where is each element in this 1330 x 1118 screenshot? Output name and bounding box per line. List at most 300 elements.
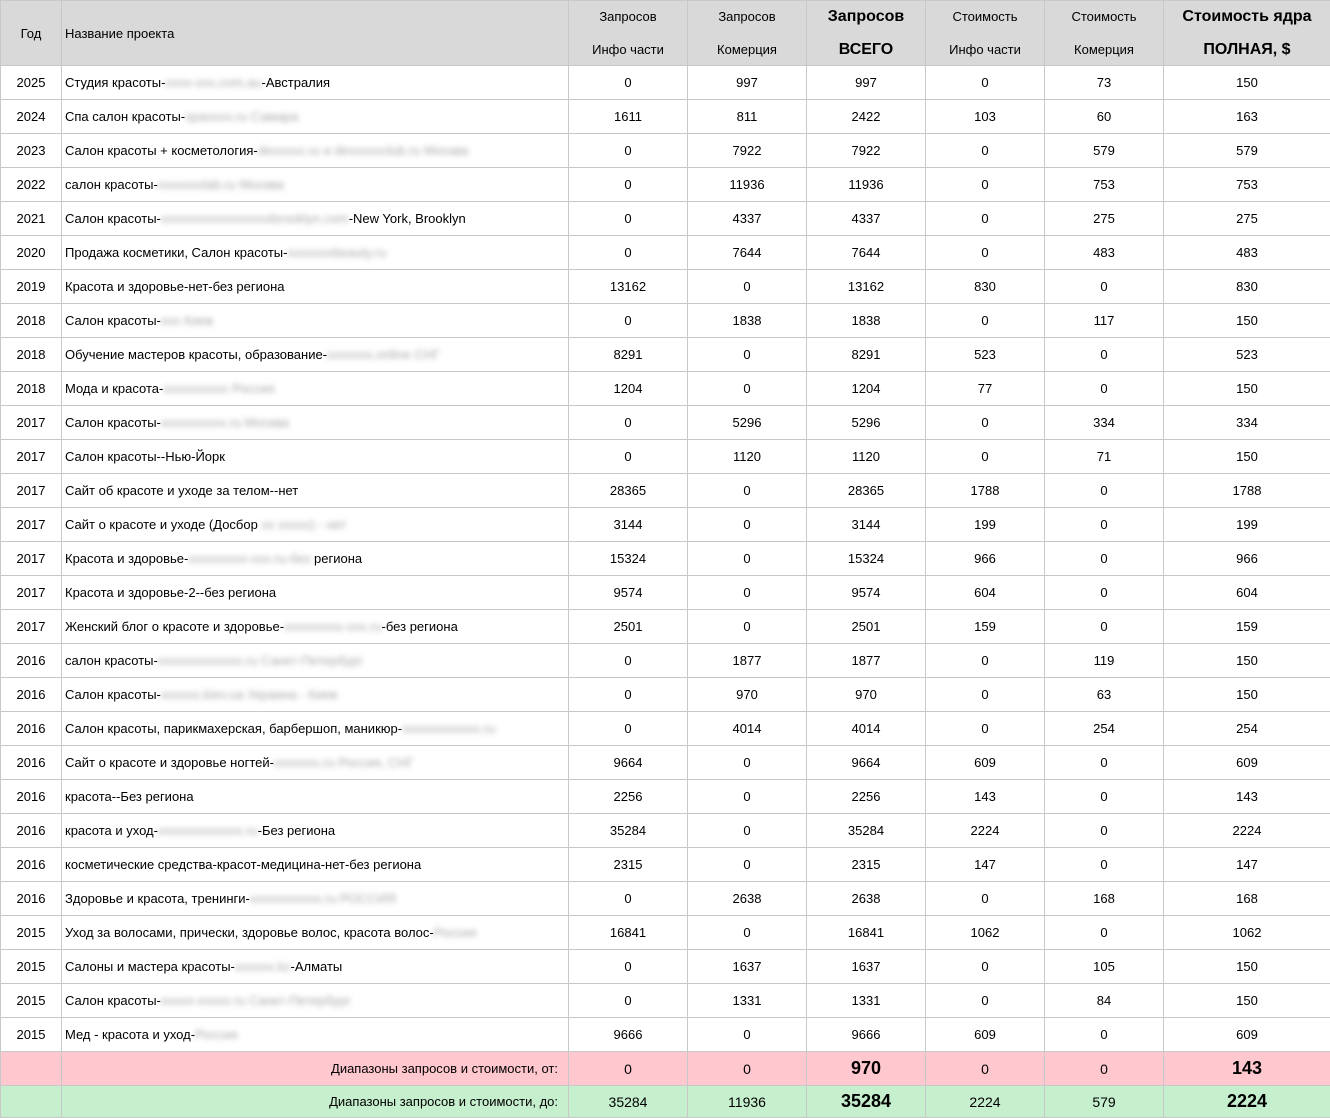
cell-info-cost: 609 [926,746,1045,780]
col-full-cost-header: Стоимость ядра ПОЛНАЯ, $ [1164,1,1330,66]
cell-total-req: 2256 [807,780,926,814]
project-name: Салон красоты- [65,993,161,1008]
cell-comm-req: 5296 [688,406,807,440]
redacted-domain: xxxxxxxxxxxxxxxxxbrooklyn.com [160,211,349,226]
cell-total-req: 2315 [807,848,926,882]
cell-total-req: 8291 [807,338,926,372]
cell-info-req: 2256 [569,780,688,814]
project-name: Женский блог о красоте и здоровье- [65,619,285,634]
project-name: красота и уход- [65,823,158,838]
cell-comm-req: 0 [688,372,807,406]
cell-info-cost: 523 [926,338,1045,372]
cell-total-req: 2422 [807,100,926,134]
cell-comm-cost: 0 [1045,576,1164,610]
cell-info-cost: 0 [926,236,1045,270]
cell-comm-req: 0 [688,848,807,882]
project-name: Уход за волосами, прически, здоровье волос, красота волос- [65,925,434,940]
cell-comm-cost: 0 [1045,746,1164,780]
cell-info-req: 2501 [569,610,688,644]
cell-comm-cost: 73 [1045,66,1164,100]
cell-name [62,508,569,542]
cell-full-cost: 1062 [1164,916,1330,950]
summary-body [1,1052,1330,1118]
project-name: косметические средства-красот-медицина-нет-без региона [65,857,422,872]
cell-year: 2016 [1,712,62,746]
project-region: -Без региона [257,823,336,838]
cell-total-req: 28365 [807,474,926,508]
cell-year: 2016 [1,814,62,848]
cell-name [62,882,569,916]
cell-comm-req: 997 [688,66,807,100]
cell-comm-cost: 0 [1045,848,1164,882]
table-row [1,814,1330,848]
cell-info-req: 15324 [569,542,688,576]
cell-full-cost: 609 [1164,1018,1330,1052]
table-row [1,916,1330,950]
project-region: -Австралия [261,75,331,90]
cell-full-cost: 150 [1164,372,1330,406]
table-row [1,882,1330,916]
cell-info-cost: 0 [926,304,1045,338]
cell-info-req: 0 [569,882,688,916]
cell-info-req: 0 [569,304,688,338]
cell-info-req: 0 [569,678,688,712]
redacted-domain: xxxxxxxxxx Россия [163,381,275,396]
cell-year: 2016 [1,678,62,712]
cell-full-cost: 150 [1164,984,1330,1018]
table-row [1,406,1330,440]
cell-info-req: 0 [569,202,688,236]
cell-year: 2016 [1,644,62,678]
cell-comm-cost: 0 [1045,474,1164,508]
redacted-domain: xxxxxxxxxxx.ru РОССИЯ [249,891,397,906]
redacted-domain: xxx Киев [160,313,213,328]
cell-full-cost: 159 [1164,610,1330,644]
cell-full-cost: 2224 [1164,814,1330,848]
cell-info-cost: 0 [926,882,1045,916]
cell-total-req: 9666 [807,1018,926,1052]
cell-year: 2017 [1,406,62,440]
col-info-cost-header: Стоимость Инфо части [926,1,1045,66]
cell-full-cost: 523 [1164,338,1330,372]
project-name: Сайт о красоте и здоровье ногтей- [65,755,274,770]
cell-year: 2017 [1,542,62,576]
cell-full-cost: 753 [1164,168,1330,202]
redacted-domain: xxxxxxxxxxxxx.ru [157,823,258,838]
redacted-domain: xxxxxxxxx-xxx.ru [284,619,382,634]
cell-comm-req: 0 [688,610,807,644]
cell-name [62,576,569,610]
table-row [1,100,1330,134]
project-name: Салон красоты--Нью-Йорк [65,449,225,464]
cell-info-cost: 159 [926,610,1045,644]
cell-total-req: 997 [807,66,926,100]
cell-comm-cost: 254 [1045,712,1164,746]
project-name: красота--Без региона [65,789,194,804]
cell-full-cost: 579 [1164,134,1330,168]
cell-info-req: 0 [569,712,688,746]
cell-year: 2025 [1,66,62,100]
summary-from-comm-req: 0 [688,1052,807,1086]
redacted-domain: Россия [433,925,477,940]
cell-comm-cost: 579 [1045,134,1164,168]
cell-comm-req: 2638 [688,882,807,916]
cell-name [62,100,569,134]
cell-total-req: 11936 [807,168,926,202]
cell-total-req: 13162 [807,270,926,304]
cell-year: 2023 [1,134,62,168]
cell-name [62,848,569,882]
cell-year: 2018 [1,338,62,372]
cell-info-cost: 103 [926,100,1045,134]
cell-comm-req: 0 [688,474,807,508]
cell-total-req: 970 [807,678,926,712]
cell-full-cost: 150 [1164,66,1330,100]
cell-comm-cost: 483 [1045,236,1164,270]
table-body [1,66,1330,1052]
cell-info-req: 1204 [569,372,688,406]
cell-full-cost: 483 [1164,236,1330,270]
cell-info-cost: 2224 [926,814,1045,848]
cell-year: 2020 [1,236,62,270]
cell-total-req: 1331 [807,984,926,1018]
cell-info-cost: 0 [926,134,1045,168]
cell-comm-req: 0 [688,576,807,610]
cell-total-req: 16841 [807,916,926,950]
table-row [1,984,1330,1018]
project-name: Салон красоты- [65,415,161,430]
cell-name [62,236,569,270]
cell-year: 2016 [1,780,62,814]
redacted-domain: dexxxxx.ru и dexxxxxclub.ru Москва [257,143,469,158]
cell-info-cost: 0 [926,678,1045,712]
table-row [1,508,1330,542]
table-row [1,304,1330,338]
cell-comm-cost: 117 [1045,304,1164,338]
cell-full-cost: 604 [1164,576,1330,610]
table-row [1,950,1330,984]
cell-name [62,270,569,304]
cell-info-req: 0 [569,406,688,440]
cell-year: 2015 [1,1018,62,1052]
cell-total-req: 9664 [807,746,926,780]
cell-name [62,66,569,100]
table-row [1,542,1330,576]
cell-comm-req: 1120 [688,440,807,474]
redacted-domain: xxxxxxxlab.ru Москва [157,177,284,192]
col-comm-req-header: Запросов Комерция [688,1,807,66]
cell-info-req: 0 [569,66,688,100]
cell-total-req: 2638 [807,882,926,916]
cell-info-cost: 0 [926,202,1045,236]
summary-to-total-req: 35284 [807,1086,926,1118]
table-row [1,202,1330,236]
redacted-domain: xxxxxxx.ru Россия, СНГ [273,755,414,770]
cell-year: 2022 [1,168,62,202]
redacted-domain: xxxxx-xxxxx.ru Санкт-Петербург [160,993,351,1008]
summary-to-empty [1,1086,62,1118]
cell-full-cost: 334 [1164,406,1330,440]
cell-comm-req: 0 [688,1018,807,1052]
cell-comm-cost: 0 [1045,338,1164,372]
project-name: Студия красоты- [65,75,166,90]
cell-total-req: 9574 [807,576,926,610]
cell-comm-req: 7644 [688,236,807,270]
redacted-domain: xxxxxx.kz [234,959,291,974]
summary-to-full-cost: 2224 [1164,1086,1330,1118]
cell-comm-cost: 0 [1045,780,1164,814]
project-name: Салон красоты, парикмахерская, барбершоп, маникюр- [65,721,403,736]
cell-total-req: 1877 [807,644,926,678]
project-name: Салоны и мастера красоты- [65,959,235,974]
table-row [1,576,1330,610]
cell-comm-req: 1838 [688,304,807,338]
summary-from-comm-cost: 0 [1045,1052,1164,1086]
redacted-domain: xxxxxxxxxxxx.ru [402,721,496,736]
cell-comm-req: 970 [688,678,807,712]
cell-info-req: 9574 [569,576,688,610]
cell-info-req: 0 [569,168,688,202]
cell-year: 2015 [1,916,62,950]
cell-comm-cost: 168 [1045,882,1164,916]
cell-total-req: 1637 [807,950,926,984]
cell-name [62,134,569,168]
project-name: Салон красоты- [65,211,161,226]
project-region: -Алматы [290,959,343,974]
cell-full-cost: 168 [1164,882,1330,916]
project-name: Красота и здоровье- [65,551,189,566]
cell-name [62,440,569,474]
cell-comm-req: 0 [688,508,807,542]
table-row [1,440,1330,474]
redacted-domain: xxxxxx.kiev.ua Украина - Киев [160,687,338,702]
summary-from-info-req: 0 [569,1052,688,1086]
cell-year: 2024 [1,100,62,134]
cell-year: 2016 [1,882,62,916]
cell-full-cost: 830 [1164,270,1330,304]
cell-comm-req: 0 [688,338,807,372]
project-region: -без региона [381,619,458,634]
cell-full-cost: 143 [1164,780,1330,814]
cell-info-req: 0 [569,644,688,678]
cell-comm-cost: 0 [1045,372,1164,406]
cell-total-req: 4337 [807,202,926,236]
cell-year: 2017 [1,474,62,508]
cell-info-cost: 0 [926,950,1045,984]
table-row [1,678,1330,712]
cell-comm-req: 1637 [688,950,807,984]
cell-info-req: 0 [569,134,688,168]
redacted-domain: xxxx-xxx.com.au [165,75,262,90]
cell-full-cost: 163 [1164,100,1330,134]
project-name: салон красоты- [65,177,158,192]
project-name: Сайт о красоте и уходе (Досбор [65,517,258,532]
table-row [1,236,1330,270]
cell-info-cost: 1788 [926,474,1045,508]
project-name: Красота и здоровье-2--без региона [65,585,277,600]
cell-year: 2018 [1,372,62,406]
cell-full-cost: 199 [1164,508,1330,542]
cell-total-req: 5296 [807,406,926,440]
project-name: Обучение мастеров красоты, образование- [65,347,328,362]
cell-comm-cost: 0 [1045,542,1164,576]
cell-name [62,168,569,202]
cell-info-cost: 1062 [926,916,1045,950]
project-name: Здоровье и красота, тренинги- [65,891,250,906]
cell-full-cost: 150 [1164,644,1330,678]
cell-info-cost: 0 [926,644,1045,678]
cell-info-req: 3144 [569,508,688,542]
cell-name [62,610,569,644]
cell-comm-req: 0 [688,542,807,576]
redacted-domain: Россия [195,1027,238,1042]
cell-info-cost: 147 [926,848,1045,882]
cell-year: 2017 [1,508,62,542]
cell-total-req: 7922 [807,134,926,168]
cell-total-req: 2501 [807,610,926,644]
cell-comm-req: 1331 [688,984,807,1018]
project-name: Продажа косметики, Салон красоты- [65,245,288,260]
project-region: -New York, Brooklyn [348,211,466,226]
summary-from-label: Диапазоны запросов и стоимости, от: [62,1052,569,1086]
project-name: Салон красоты- [65,313,161,328]
cell-full-cost: 147 [1164,848,1330,882]
cell-comm-cost: 119 [1045,644,1164,678]
table-row [1,1018,1330,1052]
cell-total-req: 1838 [807,304,926,338]
cell-info-req: 2315 [569,848,688,882]
summary-to-info-cost: 2224 [926,1086,1045,1118]
cell-full-cost: 150 [1164,440,1330,474]
cell-full-cost: 1788 [1164,474,1330,508]
cell-comm-req: 4014 [688,712,807,746]
cell-full-cost: 966 [1164,542,1330,576]
table-row [1,270,1330,304]
cell-comm-cost: 60 [1045,100,1164,134]
summary-from-row [1,1052,1330,1086]
cell-info-cost: 966 [926,542,1045,576]
table-row [1,372,1330,406]
table-row [1,474,1330,508]
cell-name [62,984,569,1018]
cell-info-req: 9666 [569,1018,688,1052]
cell-comm-req: 0 [688,270,807,304]
cell-comm-req: 1877 [688,644,807,678]
cell-info-req: 13162 [569,270,688,304]
cell-info-cost: 77 [926,372,1045,406]
project-name: Салон красоты + косметология- [65,143,258,158]
cell-info-req: 1611 [569,100,688,134]
project-name: салон красоты- [65,653,158,668]
cell-comm-req: 0 [688,780,807,814]
cell-total-req: 1120 [807,440,926,474]
cell-comm-req: 11936 [688,168,807,202]
cell-name [62,542,569,576]
summary-from-empty [1,1052,62,1086]
cell-total-req: 15324 [807,542,926,576]
cell-info-req: 8291 [569,338,688,372]
cell-full-cost: 150 [1164,678,1330,712]
cell-total-req: 3144 [807,508,926,542]
cell-name [62,916,569,950]
cell-total-req: 7644 [807,236,926,270]
cell-comm-cost: 275 [1045,202,1164,236]
project-name: Мед - красота и уход- [65,1027,196,1042]
cell-name [62,780,569,814]
cell-total-req: 4014 [807,712,926,746]
cell-comm-cost: 63 [1045,678,1164,712]
cell-total-req: 35284 [807,814,926,848]
cell-comm-cost: 71 [1045,440,1164,474]
cell-comm-cost: 84 [1045,984,1164,1018]
cell-name [62,746,569,780]
cell-name [62,338,569,372]
col-name-header: Название проекта [62,1,569,66]
cell-year: 2015 [1,984,62,1018]
cell-name [62,950,569,984]
summary-to-row [1,1086,1330,1118]
table-row [1,134,1330,168]
col-year-header: Год [1,1,62,66]
cell-year: 2018 [1,304,62,338]
redacted-domain: xxxxxxxxxxxxx.ru Санкт-Петербург [157,653,364,668]
cell-info-cost: 0 [926,406,1045,440]
cell-year: 2017 [1,610,62,644]
project-name: Спа салон красоты- [65,109,186,124]
table-row [1,746,1330,780]
cell-info-req: 35284 [569,814,688,848]
cell-comm-cost: 0 [1045,1018,1164,1052]
cell-year: 2015 [1,950,62,984]
cell-full-cost: 275 [1164,202,1330,236]
cell-total-req: 1204 [807,372,926,406]
cell-comm-cost: 0 [1045,814,1164,848]
header-row [1,1,1330,66]
table-row [1,712,1330,746]
redacted-domain: xxxxxxxbeauty.ru [287,245,387,260]
cell-full-cost: 150 [1164,950,1330,984]
cell-name [62,304,569,338]
cell-name [62,678,569,712]
cell-year: 2017 [1,440,62,474]
cell-info-cost: 143 [926,780,1045,814]
table-row [1,644,1330,678]
cell-name [62,202,569,236]
cell-comm-req: 811 [688,100,807,134]
cell-full-cost: 609 [1164,746,1330,780]
cell-year: 2017 [1,576,62,610]
cell-info-cost: 0 [926,168,1045,202]
cell-info-cost: 0 [926,440,1045,474]
cell-info-cost: 199 [926,508,1045,542]
table-row [1,338,1330,372]
cell-year: 2019 [1,270,62,304]
cell-name [62,712,569,746]
cell-info-cost: 0 [926,984,1045,1018]
summary-from-total-req: 970 [807,1052,926,1086]
project-name: Салон красоты- [65,687,161,702]
col-info-req-header: Запросов Инфо части [569,1,688,66]
cell-name [62,372,569,406]
summary-to-info-req: 35284 [569,1086,688,1118]
cell-year: 2016 [1,848,62,882]
cell-year: 2021 [1,202,62,236]
col-total-req-header: Запросов ВСЕГО [807,1,926,66]
cell-info-cost: 0 [926,66,1045,100]
project-name: Мода и красота- [65,381,164,396]
cell-name [62,644,569,678]
project-region: региона [314,551,363,566]
